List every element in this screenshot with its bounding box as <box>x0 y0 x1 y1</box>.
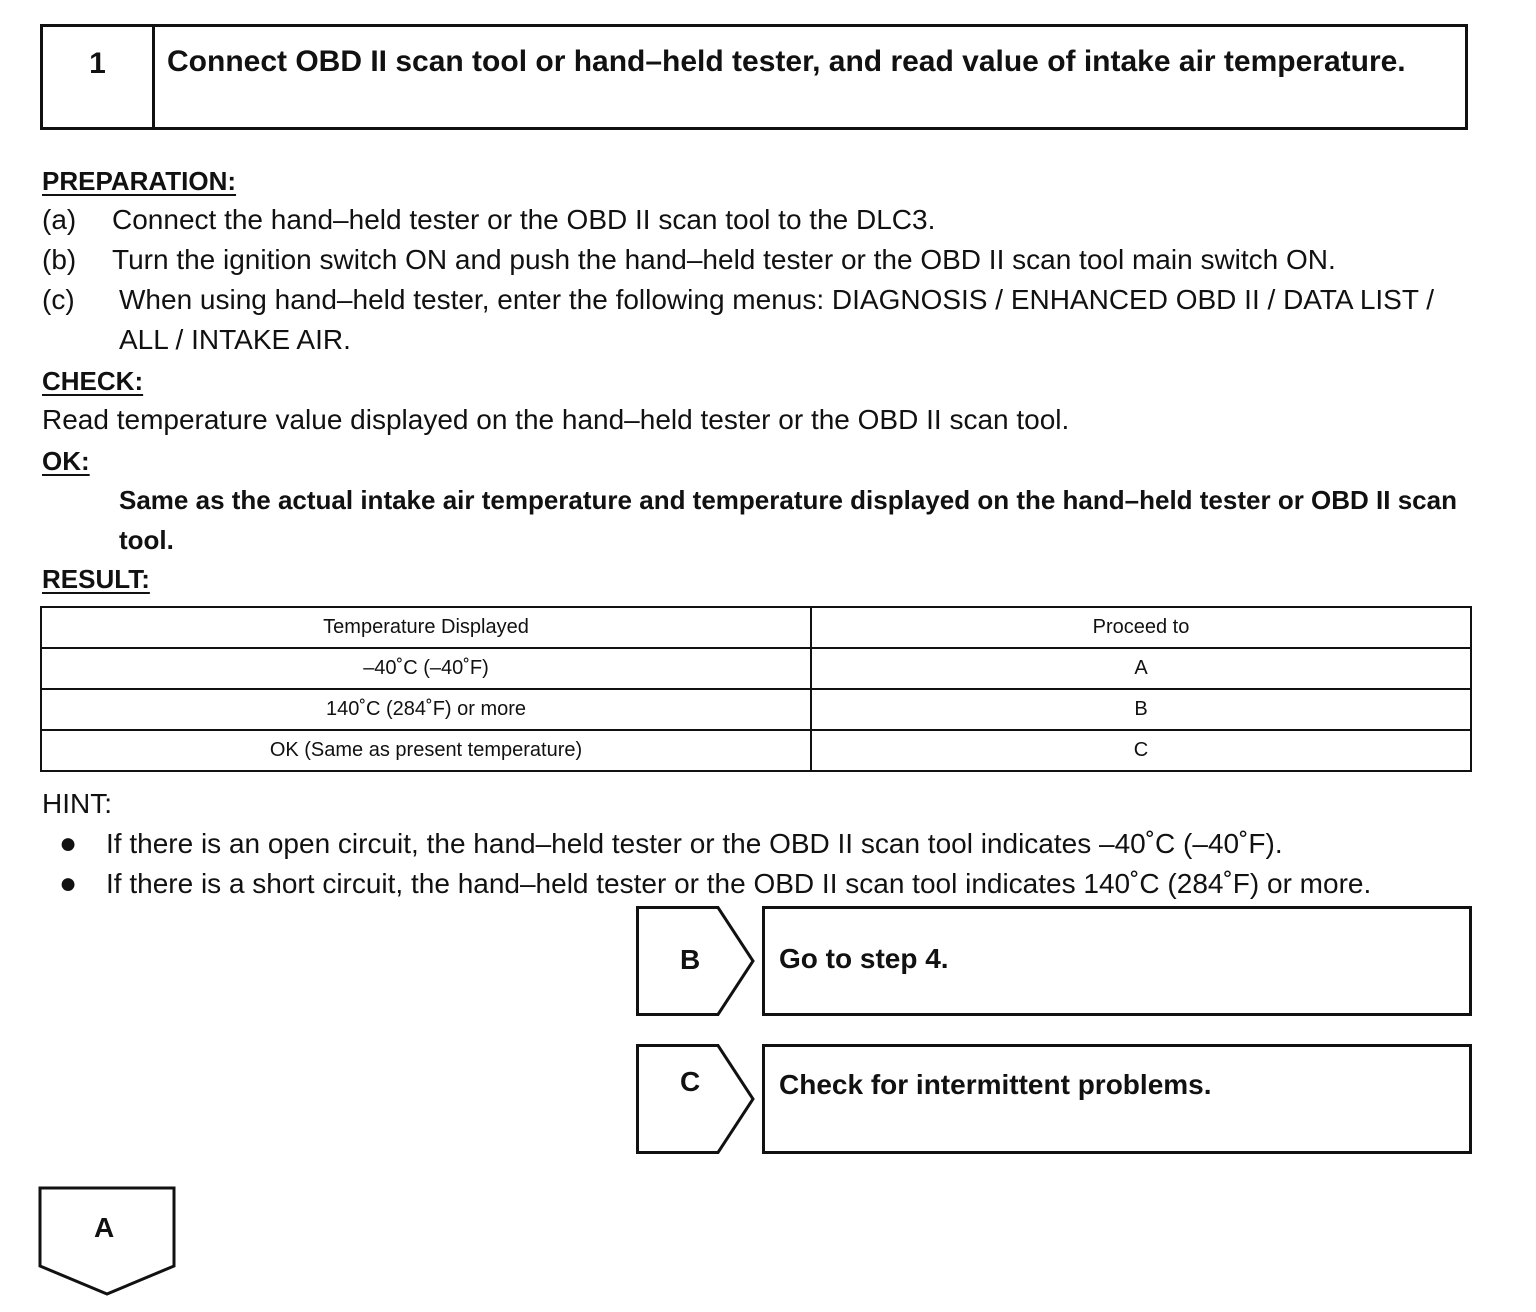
prep-item-b <box>42 240 1522 280</box>
branch-tag-letter: C <box>680 1066 701 1097</box>
hint-bullet-text: If there is a short circuit, the hand–held tester or the OBD II scan tool indicates 140˚C (284˚F) or more. <box>106 868 1372 899</box>
prep-item-c <box>42 280 1482 360</box>
ok-text: Same as the actual intake air temperature and temperature displayed on the hand–held tester or OBD II scan tool. <box>119 485 1457 555</box>
table-header-cell: Proceed to <box>811 607 1471 648</box>
prep-item-label: (b) <box>42 244 77 275</box>
branch-tag-letter: B <box>680 944 701 975</box>
result-table <box>40 606 1472 772</box>
prep-item-a <box>42 200 1482 240</box>
table-cell: C <box>811 730 1471 771</box>
hint-bullet-item <box>42 824 1283 864</box>
table-cell: B <box>811 689 1471 730</box>
branch-tag-c <box>636 1044 756 1154</box>
hint-bullet-item <box>42 864 1371 904</box>
prep-item-label: (c) <box>42 284 75 315</box>
bullet-icon: ● <box>58 867 78 900</box>
table-cell: A <box>811 648 1471 689</box>
hint-heading: HINT: <box>42 788 112 819</box>
table-row <box>41 689 1471 730</box>
continue-tag-a <box>38 1186 178 1298</box>
table-cell: –40˚C (–40˚F) <box>41 648 811 689</box>
prep-item-text: When using hand–held tester, enter the following menus: DIAGNOSIS / ENHANCED OBD II / DATA LIST / ALL / INTAKE AIR. <box>119 284 1435 355</box>
branch-tag-b <box>636 906 756 1016</box>
branch-result-text: Check for intermittent problems. <box>779 1069 1212 1100</box>
branch-result-box <box>762 1044 1472 1154</box>
table-header-row <box>41 607 1471 648</box>
table-row <box>41 730 1471 771</box>
table-header-cell: Temperature Displayed <box>41 607 811 648</box>
table-row <box>41 648 1471 689</box>
arrow-tag-icon <box>636 1044 756 1154</box>
continue-tag-letter: A <box>94 1212 115 1243</box>
step-title: Connect OBD II scan tool or hand–held tester, and read value of intake air temperature. <box>167 45 1406 78</box>
branch-result-text: Go to step 4. <box>779 943 949 974</box>
step-number: 1 <box>43 27 155 127</box>
prep-item-text: Connect the hand–held tester or the OBD II scan tool to the DLC3. <box>112 204 936 235</box>
prep-item-label: (a) <box>42 204 77 235</box>
table-cell: 140˚C (284˚F) or more <box>41 689 811 730</box>
result-heading: RESULT: <box>42 564 150 594</box>
step-header-box <box>40 24 1468 130</box>
preparation-heading: PREPARATION: <box>42 166 237 196</box>
table-cell: OK (Same as present temperature) <box>41 730 811 771</box>
bullet-icon: ● <box>58 827 78 860</box>
branch-result-box <box>762 906 1472 1016</box>
check-text: Read temperature value displayed on the hand–held tester or the OBD II scan tool. <box>42 404 1070 435</box>
check-heading: CHECK: <box>42 366 144 396</box>
ok-heading: OK: <box>42 446 90 476</box>
hint-bullet-text: If there is an open circuit, the hand–held tester or the OBD II scan tool indicates –40˚C (–40˚F). <box>106 828 1283 859</box>
prep-item-text: Turn the ignition switch ON and push the hand–held tester or the OBD II scan tool main switch ON. <box>112 244 1336 275</box>
